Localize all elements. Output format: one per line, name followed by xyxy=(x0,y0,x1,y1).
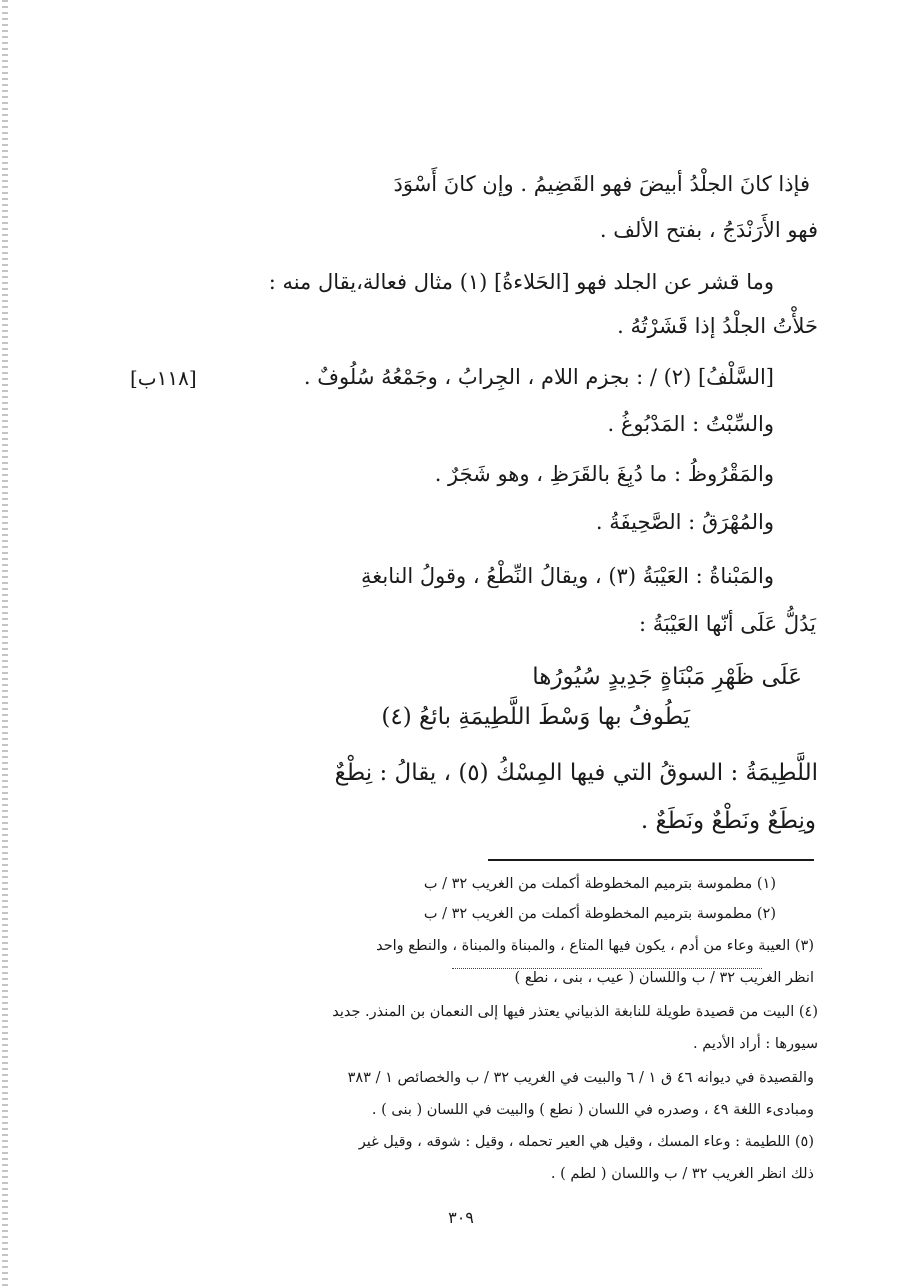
footnote-line: ومبادىء اللغة ٤٩ ، وصدره في اللسان ( نطع ) والبيت في اللسان ( بنى ) . xyxy=(371,1102,814,1118)
text-line: فهو الأَرَنْدَجُ ، بفتح الألف . xyxy=(599,218,818,242)
text-line: فإذا كانَ الجلْدُ أبيضَ فهو القَضِيمُ . وإن كانَ أَسْوَدَ xyxy=(393,172,810,196)
text-line: ونِطَعٌ ونَطْعٌ ونَطَعٌ . xyxy=(640,808,816,834)
footnote-line: (٥) اللطيمة : وعاء المسك ، وقيل هي العير تحمله ، وقيل : شوقه ، وقيل غير xyxy=(358,1134,814,1150)
text-line: يَدُلُّ عَلَى أنّها العَيْبَةُ : xyxy=(639,612,816,636)
text-line: والمَبْناةُ : العَيْبَةُ (٣) ، ويقالُ النِّطْعُ ، وقولُ النابغةِ xyxy=(361,564,774,588)
text-line: وما قشر عن الجلد فهو [الحَلاءةُ] (١) مثال فعالة،يقال منه : xyxy=(268,270,774,294)
text-line: والسِّبْتُ : المَدْبُوغُ . xyxy=(607,412,774,436)
text-line: حَلأْتُ الجلْدُ إذا قَشَرْتُهُ . xyxy=(617,314,818,338)
verse-line-2: يَطُوفُ بها وَسْطَ اللَّطِيمَةِ بائعُ (٤) xyxy=(381,704,690,730)
scan-edge-marks xyxy=(2,0,8,1287)
text-line: والمَقْرُوظُ : ما دُبِغَ بالقَرَظِ ، وهو شَجَرٌ . xyxy=(434,462,774,486)
margin-folio-reference: [١١٨ب] xyxy=(130,366,197,390)
footnote-line: (٢) مطموسة بترميم المخطوطة أكملت من الغريب ٣٢ / ب xyxy=(423,906,776,922)
text-line: [السَّلْفُ] (٢) / : بجزم اللام ، الجِرابُ ، وجَمْعُهُ سُلُوفٌ . xyxy=(303,365,774,389)
footnote-line: ذلك انظر الغريب ٣٢ / ب واللسان ( لطم ) . xyxy=(550,1166,814,1182)
footnote-line: انظر الغريب ٣٢ / ب واللسان ( عيب ، بنى ، نطع ) xyxy=(514,970,814,986)
page-number: ٣٠٩ xyxy=(448,1208,474,1227)
footnote-line: والقصيدة في ديوانه ٤٦ ق ١ / ٦ والبيت في الغريب ٣٢ / ب والخصائص ١ / ٣٨٣ xyxy=(347,1070,814,1086)
footnote-separator xyxy=(488,859,814,861)
footnote-line: سيورها : أراد الأديم . xyxy=(693,1036,818,1052)
text-line: اللَّطِيمَةُ : السوقُ التي فيها المِسْكُ (٥) ، يقالُ : نِطْعٌ xyxy=(334,760,818,786)
footnote-line: (١) مطموسة بترميم المخطوطة أكملت من الغريب ٣٢ / ب xyxy=(423,876,776,892)
footnote-line: (٤) البيت من قصيدة طويلة للنابغة الذبياني يعتذر فيها إلى النعمان بن المنذر. جديد xyxy=(332,1004,818,1020)
footnote-line: (٣) العيبة وعاء من أدم ، يكون فيها المتاع ، والمبناة والمبناة ، والنطع واحد xyxy=(376,938,814,954)
text-line: والمُهْرَقُ : الصَّحِيفَةُ . xyxy=(595,510,774,534)
verse-line-1: عَلَى ظَهْرِ مَبْنَاةٍ جَدِيدٍ سُيُورُها xyxy=(532,664,802,690)
